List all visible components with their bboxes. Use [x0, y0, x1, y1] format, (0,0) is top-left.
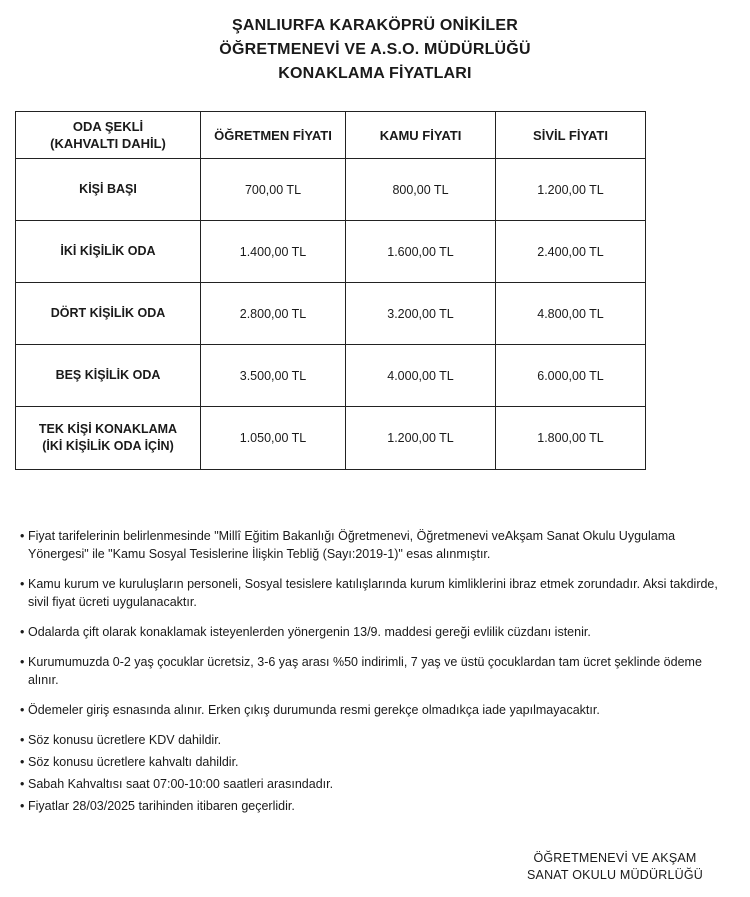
- bullet-icon: •: [20, 755, 25, 769]
- civil-price-cell: 6.000,00 TL: [496, 345, 646, 407]
- note-text: Kurumumuzda 0-2 yaş çocuklar ücretsiz, 3-6 yaş arası %50 indirimli, 7 yaş ve üstü çocuklardan tam ücret şeklinde ödeme alınır.: [28, 655, 702, 687]
- room-type-line1: İKİ KİŞİLİK ODA: [60, 244, 156, 258]
- room-type-line1: DÖRT KİŞİLİK ODA: [50, 306, 166, 320]
- header-civil-price: SİVİL FİYATI: [496, 112, 646, 159]
- table-row: [16, 283, 646, 345]
- signature-line1: ÖĞRETMENEVİ VE AKŞAM: [533, 851, 697, 865]
- public-price-cell: 800,00 TL: [346, 159, 496, 221]
- header-room-type-line1: ODA ŞEKLİ: [72, 119, 144, 134]
- list-item: [20, 623, 730, 641]
- list-item: [20, 575, 730, 611]
- teacher-price-cell: 700,00 TL: [201, 159, 346, 221]
- document-header: [0, 14, 750, 86]
- public-price-cell: 3.200,00 TL: [346, 283, 496, 345]
- room-type-cell: [16, 345, 201, 407]
- note-text: Sabah Kahvaltısı saat 07:00-10:00 saatleri arasındadır.: [28, 777, 334, 791]
- header-room-type-line2: (KAHVALTI DAHİL): [50, 136, 166, 151]
- bullet-icon: •: [20, 733, 25, 747]
- room-type-cell: [16, 159, 201, 221]
- note-text: Fiyatlar 28/03/2025 tarihinden itibaren geçerlidir.: [28, 799, 295, 813]
- teacher-price-cell: 2.800,00 TL: [201, 283, 346, 345]
- bullet-icon: •: [20, 799, 25, 813]
- note-text: Söz konusu ücretlere kahvaltı dahildir.: [28, 755, 239, 769]
- civil-price-cell: 4.800,00 TL: [496, 283, 646, 345]
- table-header-row: [16, 112, 646, 159]
- header-teacher-price: ÖĞRETMEN FİYATI: [201, 112, 346, 159]
- room-type-line1: BEŞ KİŞİLİK ODA: [55, 368, 161, 382]
- list-item: [20, 731, 730, 749]
- room-type-line1: KİŞİ BAŞI: [79, 182, 137, 196]
- bullet-icon: •: [20, 577, 25, 591]
- teacher-price-cell: 1.050,00 TL: [201, 407, 346, 470]
- list-item: [20, 753, 730, 771]
- list-item: [20, 653, 730, 689]
- room-type-line2: (İKİ KİŞİLİK ODA İÇİN): [42, 439, 174, 453]
- signature-line2: SANAT OKULU MÜDÜRLÜĞÜ: [527, 868, 703, 882]
- note-text: Fiyat tarifelerinin belirlenmesinde "Millî Eğitim Bakanlığı Öğretmenevi, Öğretmenevi veAkşam Sanat Okulu Uygulama Yönergesi" ile "Kamu Sosyal Tesislerine İlişkin Tebliğ (Sayı:2019-1)" esas alınmıştır.: [28, 529, 676, 561]
- list-item: [20, 797, 730, 815]
- bullet-icon: •: [20, 625, 25, 639]
- table-row: [16, 221, 646, 283]
- header-institution-title: ÖĞRETMENEVİ VE A.S.O. MÜDÜRLÜĞÜ: [219, 41, 531, 58]
- table-row: [16, 159, 646, 221]
- note-text: Söz konusu ücretlere KDV dahildir.: [28, 733, 222, 747]
- bullet-icon: •: [20, 655, 25, 669]
- teacher-price-cell: 1.400,00 TL: [201, 221, 346, 283]
- notes-list: [20, 527, 730, 819]
- bullet-icon: •: [20, 703, 25, 717]
- note-text: Kamu kurum ve kuruluşların personeli, Sosyal tesislere katılışlarında kurum kimliklerini ibraz etmek zorundadır. Aksi takdirde, sivil fiyat ücreti uygulanacaktır.: [28, 577, 718, 609]
- header-price-title: KONAKLAMA FİYATLARI: [278, 65, 472, 82]
- public-price-cell: 4.000,00 TL: [346, 345, 496, 407]
- civil-price-cell: 1.200,00 TL: [496, 159, 646, 221]
- header-room-type: [16, 112, 201, 159]
- table-row: [16, 407, 646, 470]
- teacher-price-cell: 3.500,00 TL: [201, 345, 346, 407]
- public-price-cell: 1.600,00 TL: [346, 221, 496, 283]
- civil-price-cell: 2.400,00 TL: [496, 221, 646, 283]
- public-price-cell: 1.200,00 TL: [346, 407, 496, 470]
- bullet-icon: •: [20, 529, 25, 543]
- table-row: [16, 345, 646, 407]
- civil-price-cell: 1.800,00 TL: [496, 407, 646, 470]
- signature-block: [490, 850, 740, 884]
- note-text: Ödemeler giriş esnasında alınır. Erken çıkış durumunda resmi gerekçe olmadıkça iade yapılmayacaktır.: [28, 703, 600, 717]
- room-type-cell: [16, 407, 201, 470]
- bullet-icon: •: [20, 777, 25, 791]
- room-type-cell: [16, 221, 201, 283]
- header-city-title: ŞANLIURFA KARAKÖPRÜ ONİKİLER: [232, 17, 518, 34]
- list-item: [20, 775, 730, 793]
- list-item: [20, 701, 730, 719]
- price-table: [15, 111, 646, 470]
- room-type-cell: [16, 283, 201, 345]
- list-item: [20, 527, 730, 563]
- header-public-price: KAMU FİYATI: [346, 112, 496, 159]
- room-type-line1: TEK KİŞİ KONAKLAMA: [38, 422, 178, 436]
- note-text: Odalarda çift olarak konaklamak isteyenlerden yönergenin 13/9. maddesi gereği evlilik cüzdanı istenir.: [28, 625, 591, 639]
